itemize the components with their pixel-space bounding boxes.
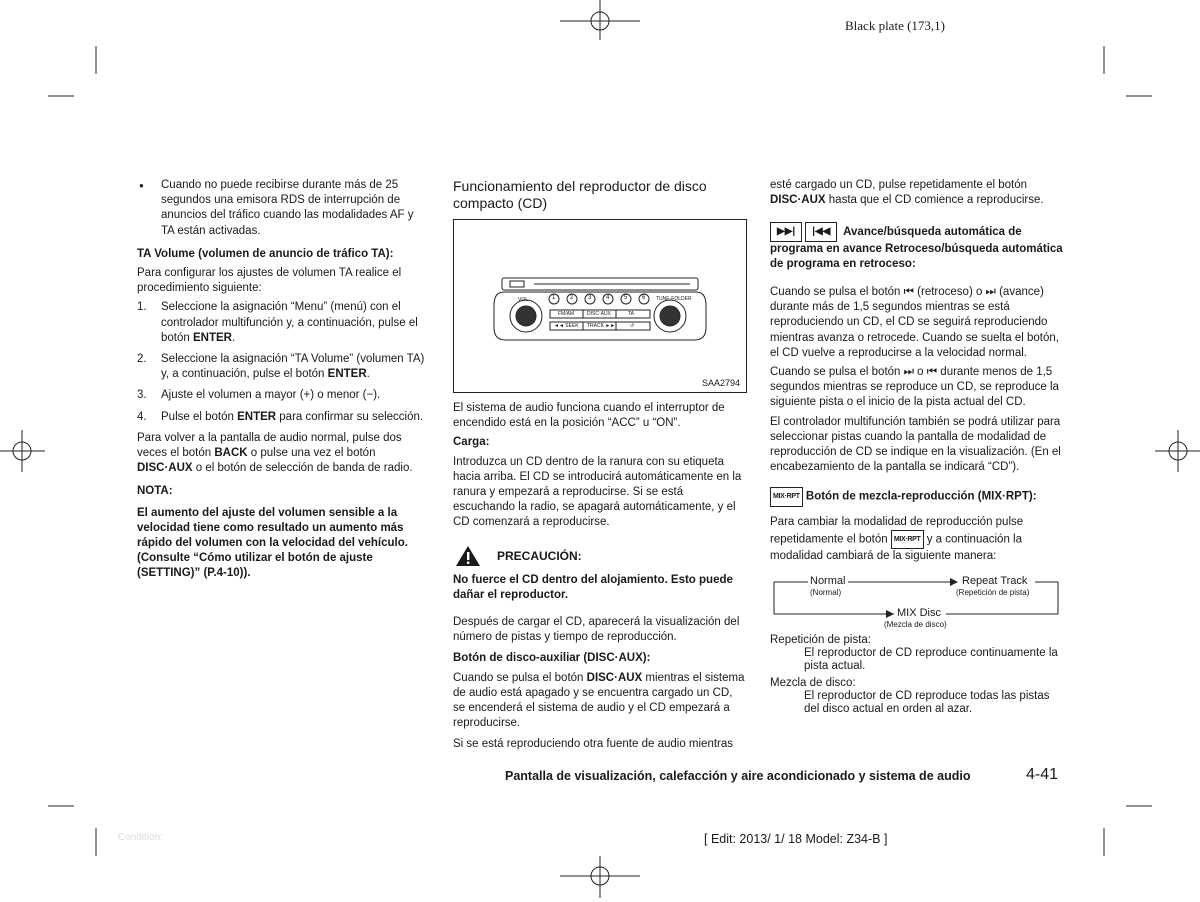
mode-mix: MIX Disc xyxy=(897,607,941,620)
prev-track-button-icon: |◀◀ xyxy=(805,222,837,242)
return-paragraph: Para volver a la pantalla de audio normal, pulse dos veces el botón BACK o pulse una vez el botón DISC·AUX o el botón de selección de banda de radio. xyxy=(137,431,413,475)
continuation-paragraph: esté cargado un CD, pulse repetidamente el botón DISC·AUX hasta que el CD comience a reproducirse. xyxy=(770,179,1044,207)
mix-description: El reproductor de CD reproduce todas las pistas del disco actual en orden al azar. xyxy=(804,690,1050,716)
seek-heading: ▶▶| |◀◀ Avance/búsqueda automática de programa en avance Retroceso/búsqueda automática de programa en retroceso: xyxy=(770,222,1064,273)
step-3: 3. Ajuste el volumen a mayor (+) o menor (−). xyxy=(137,389,381,402)
cd-figure xyxy=(453,219,747,393)
tune-label: TUNE·FOLDER xyxy=(656,296,692,302)
ta-intro: Para configurar los ajustes de volumen TA realice el procedimiento siguiente: xyxy=(137,267,402,295)
vol-label: VOL xyxy=(518,297,529,303)
condition-label: Condition: xyxy=(118,832,164,843)
caution-header xyxy=(453,545,747,567)
preset-button-1: 1 xyxy=(552,295,556,301)
column-middle xyxy=(453,178,747,753)
carga-heading: Carga: xyxy=(453,436,490,449)
preset-button-6: 6 xyxy=(642,295,646,301)
mix-paragraph: Para cambiar la modalidad de reproducción pulse repetidamente el botón MIX·RPT y a continuación la modalidad cambiará de la siguiente manera: xyxy=(770,515,1024,562)
carga-paragraph: Introduzca un CD dentro de la ranura con su etiqueta hacia arriba. El CD se introducirá automáticamente en la ranura y empezará a reproducirse. Si se está escuchando la radio, se apagará automáticamente, y el CD comenzará a reproducirse. xyxy=(453,455,742,529)
seek-paragraph-2: Cuando se pulsa el botón ⏭ o ⏮ durante menos de 1,5 segundos mientras se reproduce un CD, se reproduce la siguiente pista o el inicio de la pista actual del CD. xyxy=(770,365,1059,409)
column-left xyxy=(137,178,429,582)
preset-button-2: 2 xyxy=(570,295,574,301)
warning-triangle-icon xyxy=(455,545,481,567)
disc-aux-paragraph: Cuando se pulsa el botón DISC·AUX mientras el sistema de audio está apagado y se encuentra cargado un CD, se encenderá el sistema de audio y el CD empezará a reproducirse. xyxy=(453,671,745,730)
mode-normal-sub: (Normal) xyxy=(810,588,842,598)
other-source-paragraph: Si se está reproduciendo otra fuente de audio mientras xyxy=(453,738,734,751)
btn-repeat: ↺ xyxy=(630,323,635,329)
mode-normal: Normal xyxy=(810,575,846,588)
bullet-item: ● Cuando no puede recibirse durante más de 25 segundos una emisora RDS de interrupción de anuncios del tráfico cuando las modalidades AF y TA están activadas. xyxy=(137,178,429,239)
mode-repeat-sub: (Repetición de pista) xyxy=(956,588,1030,598)
ta-volume-heading: TA Volume (volumen de anuncio de tráfico TA): xyxy=(137,247,394,260)
seek-paragraph-3: El controlador multifunción también se podrá utilizar para seleccionar pistas cuando la pantalla de modalidad de reproducción de CD se indique en la visualización. (En el encabezamiento de la pantalla se indicará “CD”). xyxy=(770,415,1061,474)
section-heading: Funcionamiento del reproductor de disco compacto (CD) xyxy=(453,178,707,211)
mode-repeat: Repeat Track xyxy=(962,575,1028,588)
mode-mix-sub: (Mezcla de disco) xyxy=(884,620,947,630)
step-2: 2. Seleccione la asignación “TA Volume” (volumen TA) y, a continuación, pulse el botón ENTER. xyxy=(137,353,425,381)
after-load-paragraph: Después de cargar el CD, aparecerá la visualización del número de pistas y tiempo de reproducción. xyxy=(453,616,740,644)
mix-label: Mezcla de disco: xyxy=(770,677,856,690)
btn-discaux: DISC·AUX xyxy=(587,311,611,317)
note-text: El aumento del ajuste del volumen sensible a la velocidad tiene como resultado un aumento más rápido del volumen con la velocidad del vehículo. (Consulte “Cómo utilizar el botón de ajuste (SETTING)” (P.4-10)). xyxy=(137,506,408,580)
btn-seek: ◄◄ SEEK xyxy=(554,323,579,329)
step-1: 1. Seleccione la asignación “Menu” (menú) con el controlador multifunción y, a continuación, pulse el botón ENTER. xyxy=(137,301,418,344)
caution-text: No fuerce el CD dentro del alojamiento. Esto puede dañar el reproductor. xyxy=(453,573,733,601)
audio-unit-illustration xyxy=(454,220,746,392)
btn-fmam: FM/AM xyxy=(558,311,575,317)
footer-title: Pantalla de visualización, calefacción y aire acondicionado y sistema de audio xyxy=(505,769,971,783)
step-4: 4. Pulse el botón ENTER para confirmar su selección. xyxy=(137,410,424,423)
btn-track: TRACK ►► xyxy=(587,323,616,329)
note-heading: NOTA: xyxy=(137,485,173,498)
figure-code: SAA2794 xyxy=(701,378,740,388)
preset-button-4: 4 xyxy=(606,295,610,301)
repeat-label: Repetición de pista: xyxy=(770,634,872,647)
column-right xyxy=(770,178,1064,716)
mix-rpt-icon: MIX·RPT xyxy=(770,487,803,506)
mix-heading: MIX·RPT Botón de mezcla-reproducción (MIX·RPT): xyxy=(770,487,1064,506)
mix-rpt-inline-icon: MIX·RPT xyxy=(891,530,924,549)
edit-info: [ Edit: 2013/ 1/ 18 Model: Z34-B ] xyxy=(704,832,888,846)
preset-button-3: 3 xyxy=(588,295,592,301)
steps-list xyxy=(137,300,429,424)
next-track-button-icon: ▶▶| xyxy=(770,222,802,242)
seek-paragraph-1: Cuando se pulsa el botón ⏮ (retroceso) o ⏭ (avance) durante más de 1,5 segundos mientras se está reproduciendo un CD, el CD se seguirá reproduciendo mientras avanza o retrocede. Cuando se suelta el botón, el CD vuelve a reproducirse a la velocidad normal. xyxy=(770,285,1059,359)
disc-aux-heading: Botón de disco-auxiliar (DISC·AUX): xyxy=(453,652,651,665)
plate-label: Black plate (173,1) xyxy=(845,18,945,33)
intro-paragraph: El sistema de audio funciona cuando el interruptor de encendido está en la posición “ACC” u “ON”. xyxy=(453,402,725,430)
btn-ta: TA xyxy=(628,311,635,317)
repeat-description: El reproductor de CD reproduce continuamente la pista actual. xyxy=(804,647,1058,673)
preset-button-5: 5 xyxy=(624,295,628,301)
caution-heading: PRECAUCIÓN: xyxy=(497,548,582,563)
page-number: 4-41 xyxy=(1026,766,1059,783)
mode-cycle-diagram xyxy=(770,574,1064,630)
seek-heading-block xyxy=(770,222,1064,273)
